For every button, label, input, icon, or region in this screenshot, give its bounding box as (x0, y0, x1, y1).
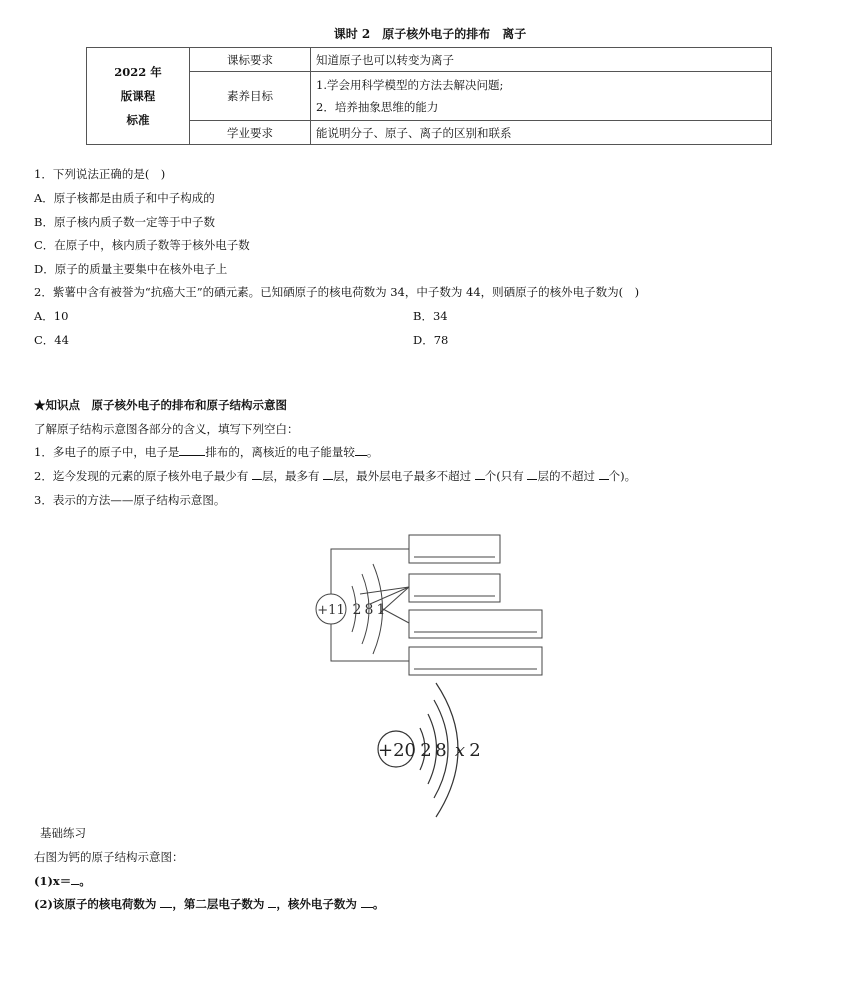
item2-text: 个)。 (608, 469, 637, 483)
row-category: 课标要求 (190, 48, 311, 72)
row-category: 学业要求 (190, 121, 311, 145)
electron-count: 8 (364, 602, 374, 618)
page-title: 课时 2 原子核外电子的排布 离子 (333, 27, 527, 41)
sodium-diagram (316, 535, 542, 675)
item2-text: 层，最多有 (261, 469, 324, 483)
q1-option-c: C．在原子中，核内质子数等于核外电子数 (34, 238, 250, 252)
nucleus-label: +11 (317, 603, 345, 618)
answer-box[interactable] (409, 535, 500, 563)
q1-option-b: B．原子核内质子数一定等于中子数 (34, 215, 215, 229)
item2-text: 个(只有 (484, 469, 528, 483)
practice-q2-text: ，第二层电子数为 (172, 897, 269, 911)
row-content-line: 2．培养抽象思维的能力 (316, 100, 439, 114)
electron-count: 1 (376, 602, 386, 618)
knowledge-heading: ★知识点 原子核外电子的排布和原子结构示意图 (34, 398, 287, 412)
row-content-line: 1.学会用科学模型的方法去解决问题; (316, 78, 504, 92)
row-category: 素养目标 (190, 72, 311, 121)
electron-count: x (454, 740, 466, 761)
label-connector-line (383, 609, 409, 623)
standard-header-line: 2022 年 (114, 65, 162, 79)
practice-q1-text: (1)x＝ (34, 874, 72, 888)
item2-text: 2．迄今发现的元素的原子核外电子最少有 (34, 469, 252, 483)
knowledge-intro: 了解原子结构示意图各部分的含义，填写下列空白： (34, 422, 299, 436)
standard-header-line: 版课程 (120, 89, 156, 103)
item1-text: 1．多电子的原子中，电子是 (34, 445, 180, 459)
practice-q1 (34, 873, 91, 889)
answer-blank[interactable] (160, 896, 172, 908)
row-content: 知道原子也可以转变为离子 (311, 48, 772, 72)
electron-count: 2 (469, 740, 481, 761)
nucleus-label: +20 (378, 740, 416, 761)
q1-option-a: A．原子核都是由质子和中子构成的 (34, 191, 215, 205)
answer-box[interactable] (409, 610, 542, 638)
electron-count: 2 (352, 602, 362, 618)
q2-stem: 2．紫薯中含有被誉为“抗癌大王”的硒元素。已知硒原子的核电荷数为 34，中子数为 44，则硒原子的核外电子数为( ) (34, 285, 640, 299)
q2-option-a: A．10 (34, 309, 69, 323)
knowledge-item-3: 3．表示的方法——原子结构示意图。 (34, 493, 226, 507)
practice-q2-text: (2)该原子的核电荷数为 (34, 897, 161, 911)
practice-q1-text: 。 (79, 874, 91, 888)
q1-option-d: D．原子的质量主要集中在核外电子上 (34, 262, 228, 276)
item1-text: 排布的，离核近的电子能量较 (205, 445, 355, 459)
label-connector-line (331, 624, 409, 661)
item2-text: 层的不超过 (537, 469, 599, 483)
practice-q2-text: ，核外电子数为 (276, 897, 361, 911)
practice-intro: 右图为钙的原子结构示意图： (34, 850, 184, 864)
electron-count: 8 (435, 740, 447, 761)
label-connector-line (331, 549, 409, 594)
standard-header-line: 标准 (126, 113, 150, 127)
answer-box[interactable] (409, 647, 542, 675)
answer-blank[interactable] (361, 896, 373, 908)
item1-text: 。 (366, 445, 379, 459)
q1-stem: 1．下列说法正确的是( ) (34, 167, 166, 181)
q2-option-d: D．78 (413, 333, 449, 347)
answer-box[interactable] (409, 574, 500, 602)
practice-heading: 基础练习 (40, 826, 86, 840)
q2-option-c: C．44 (34, 333, 69, 347)
row-content: 能说明分子、原子、离子的区别和联系 (311, 121, 772, 145)
q2-option-b: B．34 (413, 309, 448, 323)
item2-text: 层，最外层电子最多不超过 (333, 469, 475, 483)
electron-count: 2 (420, 740, 432, 761)
practice-q2 (34, 896, 384, 912)
practice-q2-text: 。 (372, 897, 385, 911)
